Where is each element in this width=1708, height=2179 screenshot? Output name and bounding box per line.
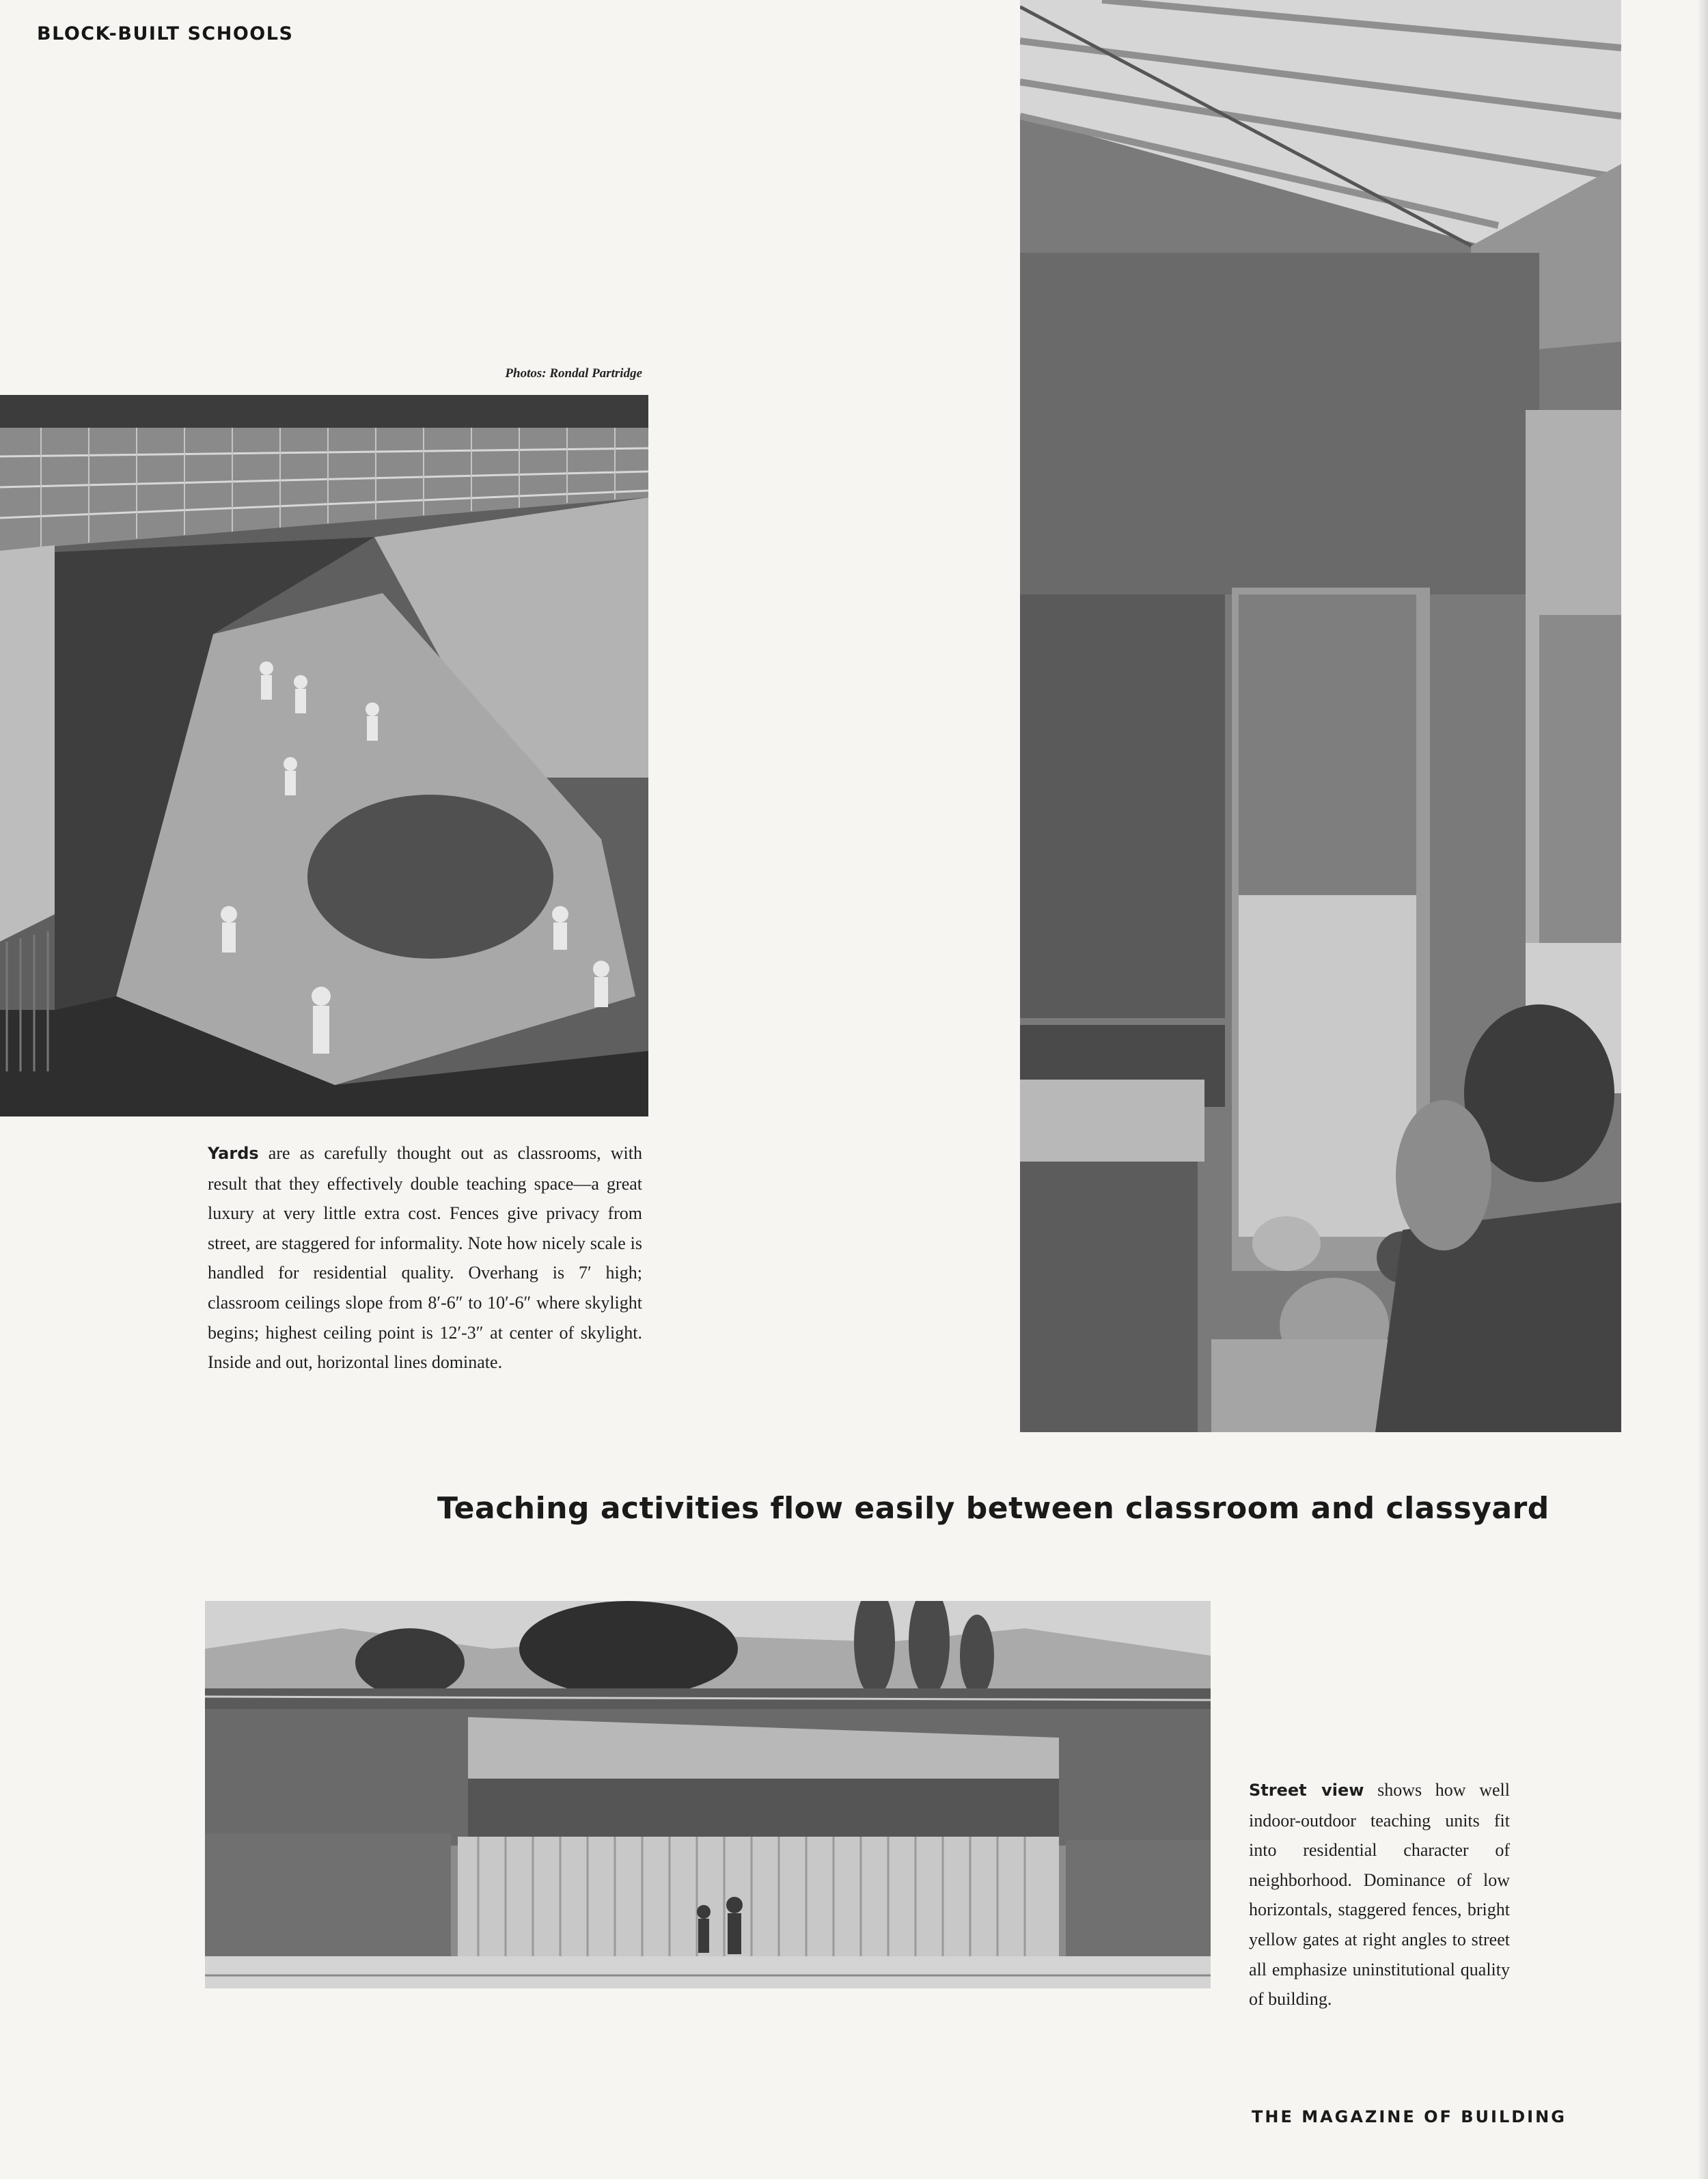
yard-caption (208, 1138, 642, 1378)
photo-credit: Photos: Rondal Partridge (505, 366, 642, 381)
street-view-photo (205, 1601, 1211, 1988)
street-caption (1249, 1775, 1510, 2014)
page-headline: Teaching activities flow easily between classroom and classyard (437, 1491, 1549, 1526)
street-caption-lead: Street view (1249, 1781, 1364, 1800)
classroom-interior-photo (1020, 0, 1621, 1432)
yard-caption-lead: Yards (208, 1144, 259, 1163)
footer-magazine-name: THE MAGAZINE OF BUILDING (1252, 2107, 1567, 2126)
yard-caption-text: are as carefully thought out as classrooms, with result that they effectively double teaching space—a great luxury at very little extra cost. Fences give privacy from street, are staggered for informality. Note how nicely scale is handled for residential quality. Overhang is 7′ high; classroom ceilings slope from 8′-6″ to 10′-6″ where skylight begins; highest ceiling point is 12′-3″ at center of skylight. Inside and out, horizontal lines dominate. (208, 1143, 642, 1373)
page-edge-shadow (1697, 0, 1708, 2179)
running-head: BLOCK-BUILT SCHOOLS (37, 23, 294, 44)
street-caption-text: shows how well indoor-outdoor teaching units fit into residential character of neighborhood. Dominance of low horizontals, staggered fences, bright yellow gates at right angles to street all emphasize uninstitutional quality of building. (1249, 1780, 1511, 2010)
yard-aerial-photo (0, 395, 648, 1116)
